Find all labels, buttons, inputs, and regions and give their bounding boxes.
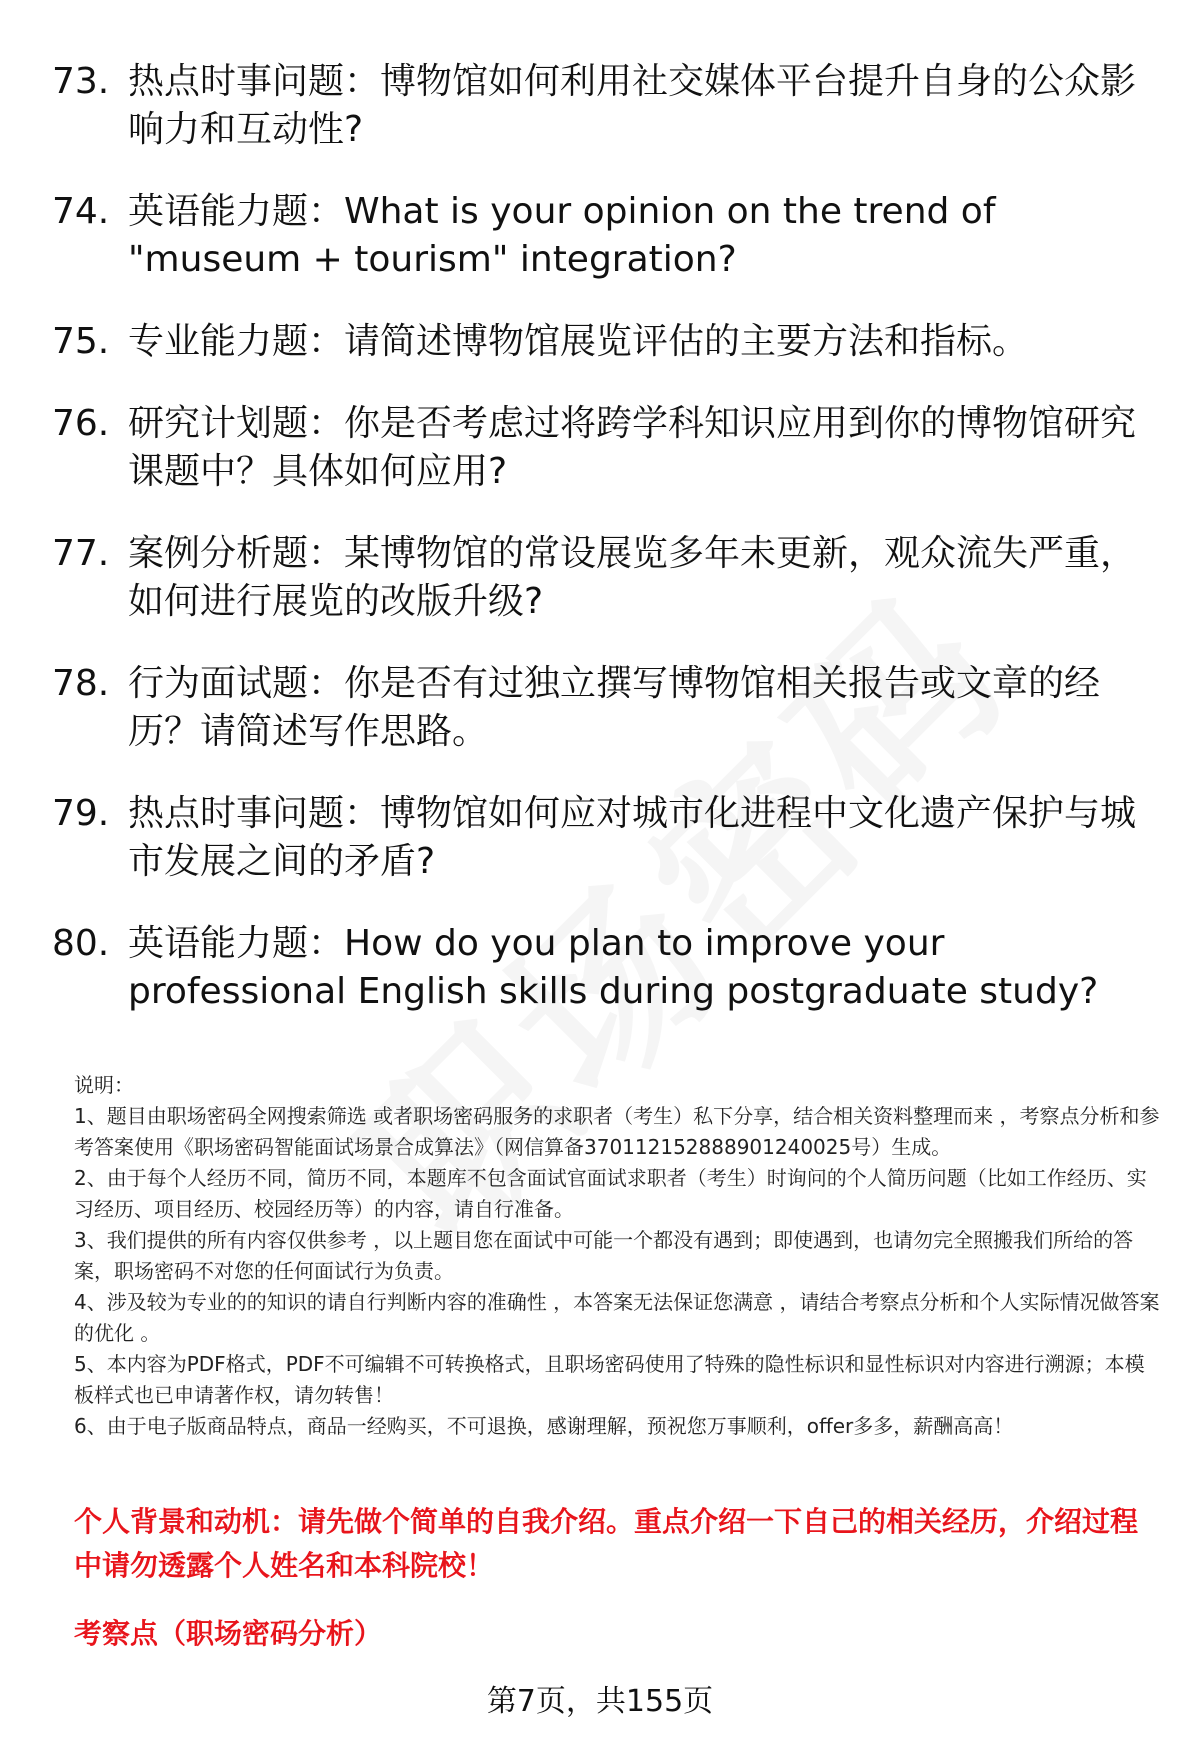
question-item bbox=[52, 660, 1162, 756]
note-item: 5、本内容为PDF格式，PDF不可编辑不可转换格式，且职场密码使用了特殊的隐性标识和显性标识对内容进行溯源；本模板样式也已申请著作权，请勿转售！ bbox=[74, 1352, 1145, 1407]
analysis-heading: 考察点（职场密码分析） bbox=[74, 1617, 383, 1650]
question-number: 80. bbox=[52, 923, 110, 964]
question-text: 热点时事问题：博物馆如何利用社交媒体平台提升自身的公众影响力和互动性? bbox=[128, 61, 1137, 150]
question-number: 77. bbox=[52, 533, 110, 574]
question-text: 英语能力题：What is your opinion on the trend of "museum + tourism" integration? bbox=[128, 191, 996, 280]
question-text: 热点时事问题：博物馆如何应对城市化进程中文化遗产保护与城市发展之间的矛盾? bbox=[128, 793, 1137, 882]
question-item bbox=[52, 790, 1162, 886]
question-text: 专业能力题：请简述博物馆展览评估的主要方法和指标。 bbox=[128, 321, 1029, 362]
question-number: 79. bbox=[52, 793, 110, 834]
question-text: 英语能力题：How do you plan to improve your professional English skills during postgraduate study? bbox=[128, 923, 1099, 1012]
question-text: 研究计划题：你是否考虑过将跨学科知识应用到你的博物馆研究课题中？具体如何应用? bbox=[128, 403, 1137, 492]
question-item bbox=[52, 920, 1162, 1016]
note-item: 3、我们提供的所有内容仅供参考 ，以上题目您在面试中可能一个都没有遇到；即使遇到，也请勿完全照搬我们所给的答案，职场密码不对您的任何面试行为负责。 bbox=[74, 1228, 1134, 1283]
question-number: 73. bbox=[52, 61, 110, 102]
question-text: 案例分析题：某博物馆的常设展览多年未更新，观众流失严重，如何进行展览的改版升级? bbox=[128, 533, 1137, 622]
notes-title: 说明： bbox=[74, 1073, 134, 1097]
question-number: 76. bbox=[52, 403, 110, 444]
question-item bbox=[52, 400, 1162, 496]
question-item bbox=[52, 318, 1162, 366]
question-item bbox=[52, 58, 1162, 154]
note-item: 1、题目由职场密码全网搜索筛选 或者职场密码服务的求职者（考生）私下分享，结合相关资料整理而来 ，考察点分析和参考答案使用《职场密码智能面试场景合成算法》（网信算备370112152888901240025号）生成。 bbox=[74, 1104, 1160, 1159]
question-item bbox=[52, 530, 1162, 626]
note-item: 2、由于每个人经历不同，简历不同，本题库不包含面试官面试求职者（考生）时询问的个人简历问题（比如工作经历、实习经历、项目经历、校园经历等）的内容，请自行准备。 bbox=[74, 1166, 1147, 1221]
note-item: 4、涉及较为专业的的知识的请自行判断内容的准确性 ，本答案无法保证您满意 ，请结合考察点分析和个人实际情况做答案的优化 。 bbox=[74, 1290, 1160, 1345]
question-number: 75. bbox=[52, 321, 110, 362]
question-item bbox=[52, 188, 1162, 284]
page-number: 第7页，共155页 bbox=[486, 1684, 714, 1719]
question-list bbox=[52, 58, 1162, 1050]
question-number: 74. bbox=[52, 191, 110, 232]
question-number: 78. bbox=[52, 663, 110, 704]
notes-section bbox=[74, 1070, 1164, 1442]
note-item: 6、由于电子版商品特点，商品一经购买，不可退换，感谢理解，预祝您万事顺利，offer多多，薪酬高高！ bbox=[74, 1414, 1014, 1438]
highlight-question: 个人背景和动机：请先做个简单的自我介绍。重点介绍一下自己的相关经历，介绍过程中请勿透露个人姓名和本科院校！ bbox=[74, 1505, 1139, 1582]
question-text: 行为面试题：你是否有过独立撰写博物馆相关报告或文章的经历？请简述写作思路。 bbox=[128, 663, 1101, 752]
